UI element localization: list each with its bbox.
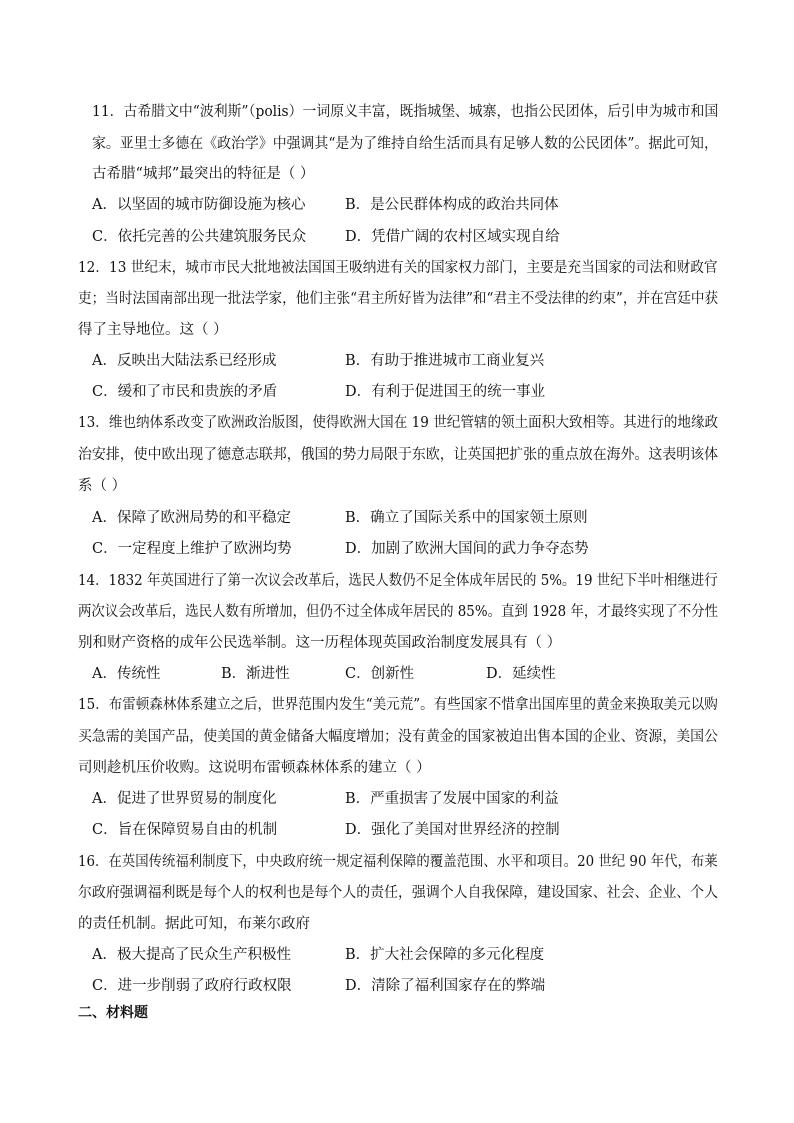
question-16-line-2: 尔政府强调福利既是每个人的权利也是每个人的责任，强调个人自我保障，建设国家、社会、企业、个人	[78, 885, 718, 901]
question-13-option-b: B．确立了国际关系中的国家领土原则	[345, 510, 588, 526]
question-12-line-2: 吏；当时法国南部出现一批法学家，他们主张“君主所好皆为法律”和“君主不受法律的约束”，并在宫廷中获	[78, 291, 719, 307]
question-11-line-3: 古希腊“城邦”最突出的特征是（ ）	[92, 166, 315, 182]
question-13-option-d: D．加剧了欧洲大国间的武力争夺态势	[345, 541, 589, 557]
section-title: 二、材料题	[78, 1005, 148, 1021]
question-16-option-c: C．进一步削弱了政府行政权限	[92, 978, 292, 994]
question-11-option-a: A．以坚固的城市防御设施为核心	[92, 197, 306, 213]
question-14-option-c: C．创新性	[345, 666, 415, 682]
question-15-option-b: B．严重损害了发展中国家的利益	[345, 791, 559, 807]
question-11-option-b: B．是公民群体构成的政治共同体	[345, 197, 559, 213]
question-16-option-d: D．清除了福利国家存在的弊端	[345, 978, 546, 994]
question-13-option-c: C．一定程度上维护了欧洲均势	[92, 541, 292, 557]
question-14-line-3: 别和财产资格的成年公民选举制。这一历程体现英国政治制度发展具有（ ）	[78, 635, 562, 651]
question-15-option-c: C．旨在保障贸易自由的机制	[92, 822, 278, 838]
question-15-line-3: 司则趁机压价收购。这说明布雷顿森林体系的建立（ ）	[78, 760, 431, 776]
question-16-option-b: B．扩大社会保障的多元化程度	[345, 947, 545, 963]
question-14-option-d: D．延续性	[486, 666, 556, 682]
question-14-option-b: B．渐进性	[221, 666, 290, 682]
question-16-line-1: 16．在英国传统福利制度下，中央政府统一规定福利保障的覆盖范围、水平和项目。20 世纪 90 年代，布莱	[78, 854, 718, 870]
question-15-line-1: 15．布雷顿森林体系建立之后，世界范围内发生“美元荒”。有些国家不惜拿出国库里的黄金来换取美元以购	[78, 697, 718, 713]
question-11-option-d: D．凭借广阔的农村区域实现自给	[345, 229, 560, 245]
question-15-line-2: 买急需的美国产品，使美国的黄金储备大幅度增加；没有黄金的国家被迫出售本国的企业、资源，美国公	[78, 729, 718, 745]
question-15-option-a: A．促进了世界贸易的制度化	[92, 791, 277, 807]
question-14-option-a: A．传统性	[92, 666, 161, 682]
question-12-option-c: C．缓和了市民和贵族的矛盾	[92, 384, 278, 400]
question-16-line-3: 的责任机制。据此可知，布莱尔政府	[78, 916, 310, 932]
question-13-option-a: A．保障了欧洲局势的和平稳定	[92, 510, 291, 526]
question-12-option-b: B．有助于推进城市工商业复兴	[345, 353, 545, 369]
question-12-line-3: 得了主导地位。这（ ）	[78, 322, 228, 338]
question-12-option-d: D．有利于促进国王的统一事业	[345, 384, 546, 400]
question-14-line-1: 14．1832 年英国进行了第一次议会改革后，选民人数仍不足全体成年居民的 5%。19 世纪下半叶相继进行	[78, 573, 718, 589]
question-16-option-a: A．极大提高了民众生产积极性	[92, 947, 291, 963]
question-11-line-2: 家。亚里士多德在《政治学》中强调其“是为了维持自给生活而具有足够人数的公民团体”。据此可知，	[92, 136, 718, 152]
question-15-option-d: D．强化了美国对世界经济的控制	[345, 822, 560, 838]
question-13-line-2: 治安排，使中欧出现了德意志联邦，俄国的势力局限于东欧，让英国把扩张的重点放在海外。这表明该体	[78, 447, 718, 463]
question-13-line-1: 13．维也纳体系改变了欧洲政治版图，使得欧洲大国在 19 世纪管辖的领土面积大致相等。其进行的地缘政	[78, 415, 719, 431]
question-11-option-c: C．依托完善的公共建筑服务民众	[92, 229, 307, 245]
question-11-line-1: 11．古希腊文中“波利斯”（polis）一词原义丰富，既指城堡、城寨，也指公民团体，后引申为城市和国	[92, 104, 719, 120]
question-13-line-3: 系（ ）	[78, 478, 127, 494]
question-12-line-1: 12．13 世纪末，城市市民大批地被法国国王吸纳进有关的国家权力部门，主要是充当国家的司法和财政官	[78, 260, 718, 276]
question-14-line-2: 两次议会改革后，选民人数有所增加，但仍不过全体成年居民的 85%。直到 1928 年，才最终实现了不分性	[78, 604, 719, 620]
question-12-option-a: A．反映出大陆法系已经形成	[92, 353, 277, 369]
